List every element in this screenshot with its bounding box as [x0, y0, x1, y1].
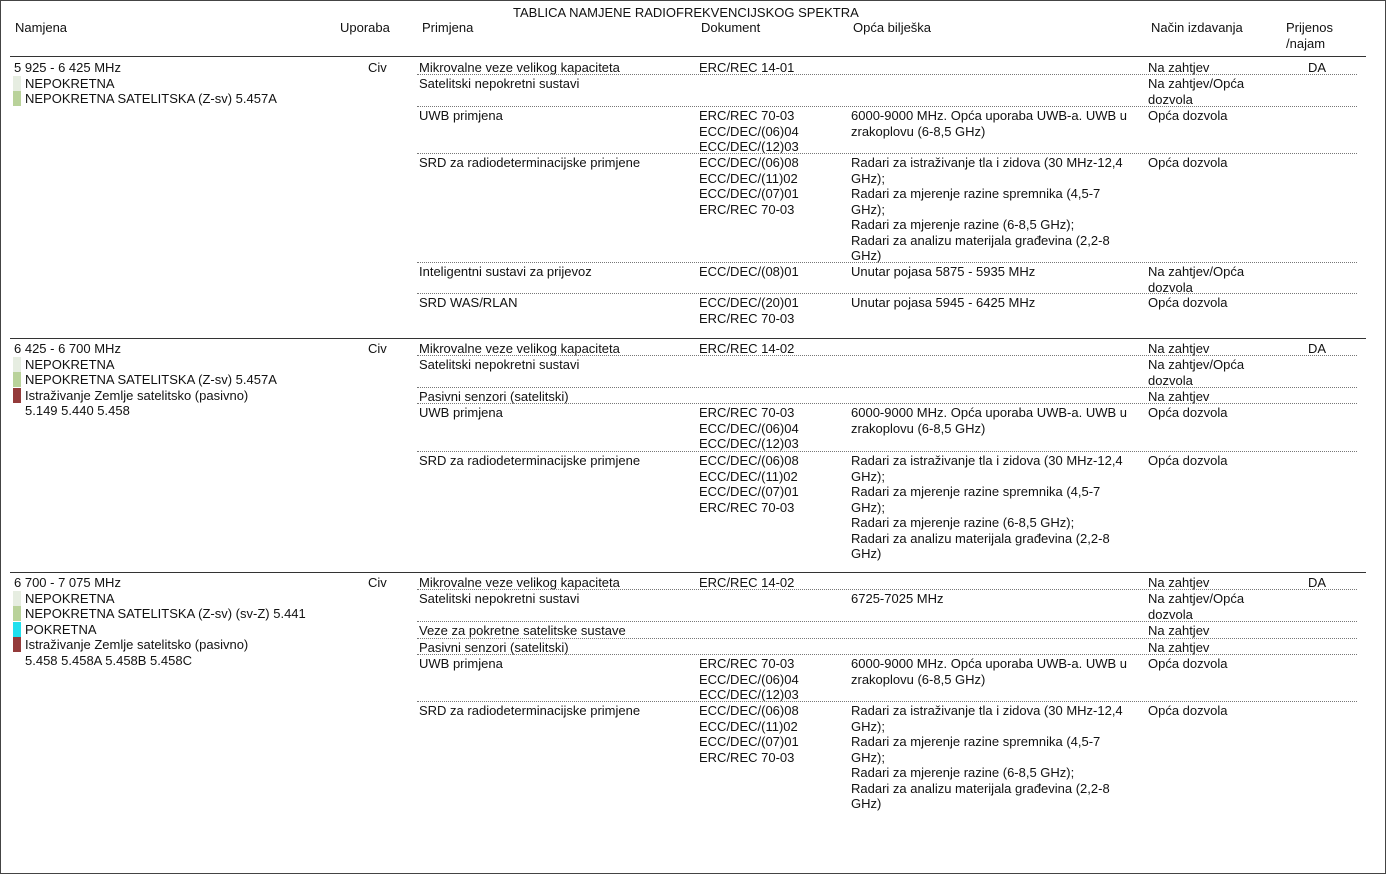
service-color-swatch	[13, 591, 21, 606]
row-biljeska: Unutar pojasa 5945 - 6425 MHz	[851, 295, 1036, 310]
row-divider	[417, 621, 1357, 622]
row-divider	[417, 451, 1357, 452]
header-dokument: Dokument	[701, 20, 761, 35]
header-primjena: Primjena	[422, 20, 474, 35]
row-divider	[417, 654, 1357, 655]
band-uporaba: Civ	[368, 575, 387, 590]
service-color-swatch	[13, 357, 21, 372]
row-nacin: Na zahtjev/Opća dozvola	[1148, 591, 1245, 622]
row-dokument: ERC/REC 14-01	[699, 60, 795, 75]
row-primjena: Satelitski nepokretni sustavi	[419, 591, 580, 606]
header-uporaba: Uporaba	[340, 20, 390, 35]
row-primjena: Satelitski nepokretni sustavi	[419, 76, 580, 91]
row-biljeska: 6000-9000 MHz. Opća uporaba UWB-a. UWB u zrakoplovu (6-8,5 GHz)	[851, 405, 1128, 436]
band-separator	[10, 56, 1366, 57]
row-dokument: ECC/DEC/(20)01 ERC/REC 70-03	[699, 295, 799, 326]
row-biljeska: Radari za istraživanje tla i zidova (30 MHz-12,4 GHz); Radari za mjerenje razine spremnika (4,5-7 GHz); Radari za mjerenje razine (6-8,5 GHz); Radari za analizu materijala građevina (2,2-8 GHz)	[851, 453, 1123, 561]
row-nacin: Na zahtjev/Opća dozvola	[1148, 76, 1245, 107]
row-biljeska: 6000-9000 MHz. Opća uporaba UWB-a. UWB u zrakoplovu (6-8,5 GHz)	[851, 656, 1128, 687]
service-color-swatch	[13, 372, 21, 387]
service-label: NEPOKRETNA	[25, 356, 115, 372]
row-nacin: Opća dozvola	[1148, 108, 1228, 123]
service-label: NEPOKRETNA SATELITSKA (Z-sv) 5.457A	[25, 91, 277, 106]
row-nacin: Opća dozvola	[1148, 405, 1228, 420]
row-primjena: UWB primjena	[419, 405, 503, 420]
band-uporaba: Civ	[368, 341, 387, 356]
service-label: NEPOKRETNA	[25, 75, 115, 91]
band-footnotes: 5.458 5.458A 5.458B 5.458C	[25, 652, 192, 668]
service-color-swatch	[13, 388, 21, 403]
band-uporaba: Civ	[368, 60, 387, 75]
service-label: POKRETNA	[25, 621, 97, 637]
row-primjena: Satelitski nepokretni sustavi	[419, 357, 580, 372]
row-primjena: Mikrovalne veze velikog kapaciteta	[419, 341, 620, 356]
header-namjena: Namjena	[15, 20, 68, 35]
service-label: NEPOKRETNA	[25, 590, 115, 606]
band-prijenos: DA	[1308, 60, 1327, 75]
row-nacin: Na zahtjev	[1148, 389, 1210, 404]
row-primjena: Mikrovalne veze velikog kapaciteta	[419, 60, 620, 75]
row-dokument: ECC/DEC/(06)08 ECC/DEC/(11)02 ECC/DEC/(07)01 ERC/REC 70-03	[699, 703, 799, 765]
row-primjena: SRD za radiodeterminacijske primjene	[419, 703, 641, 718]
row-nacin: Na zahtjev	[1148, 60, 1210, 75]
row-divider	[417, 74, 1357, 75]
row-primjena: SRD za radiodeterminacijske primjene	[419, 155, 641, 170]
row-nacin: Opća dozvola	[1148, 295, 1228, 310]
row-nacin: Na zahtjev/Opća dozvola	[1148, 264, 1245, 295]
row-primjena: UWB primjena	[419, 656, 503, 671]
row-divider	[417, 293, 1357, 294]
row-biljeska: Unutar pojasa 5875 - 5935 MHz	[851, 264, 1036, 279]
row-primjena: Veze za pokretne satelitske sustave	[419, 623, 626, 638]
service-color-swatch	[13, 622, 21, 637]
row-biljeska: 6000-9000 MHz. Opća uporaba UWB-a. UWB u zrakoplovu (6-8,5 GHz)	[851, 108, 1128, 139]
row-dokument: ERC/REC 14-02	[699, 341, 795, 356]
row-divider	[417, 589, 1357, 590]
row-nacin: Opća dozvola	[1148, 656, 1228, 671]
row-divider	[417, 355, 1357, 356]
row-primjena: SRD WAS/RLAN	[419, 295, 518, 310]
row-dokument: ERC/REC 70-03 ECC/DEC/(06)04 ECC/DEC/(12)03	[699, 108, 799, 154]
row-primjena: SRD za radiodeterminacijske primjene	[419, 453, 641, 468]
row-nacin: Na zahtjev	[1148, 640, 1210, 655]
row-primjena: Pasivni senzori (satelitski)	[419, 640, 569, 655]
band-prijenos: DA	[1308, 341, 1327, 356]
row-nacin: Na zahtjev	[1148, 623, 1210, 638]
service-color-swatch	[13, 606, 21, 621]
row-dokument: ECC/DEC/(06)08 ECC/DEC/(11)02 ECC/DEC/(07)01 ERC/REC 70-03	[699, 155, 799, 217]
row-primjena: UWB primjena	[419, 108, 503, 123]
row-divider	[417, 262, 1357, 263]
service-color-swatch	[13, 91, 21, 106]
header-prijenos: Prijenos /najam	[1286, 20, 1333, 51]
row-dokument: ERC/REC 70-03 ECC/DEC/(06)04 ECC/DEC/(12)03	[699, 656, 799, 702]
band-range: 6 425 - 6 700 MHz	[14, 341, 121, 356]
service-label: NEPOKRETNA SATELITSKA (Z-sv) (sv-Z) 5.441	[25, 606, 306, 621]
band-range: 5 925 - 6 425 MHz	[14, 60, 121, 75]
row-divider	[417, 403, 1357, 404]
row-nacin: Opća dozvola	[1148, 703, 1228, 718]
page-title: TABLICA NAMJENE RADIOFREKVENCIJSKOG SPEKTRA	[513, 5, 859, 20]
row-dokument: ERC/REC 14-02	[699, 575, 795, 590]
row-dokument: ERC/REC 70-03 ECC/DEC/(06)04 ECC/DEC/(12)03	[699, 405, 799, 451]
row-nacin: Opća dozvola	[1148, 453, 1228, 468]
band-footnotes: 5.149 5.440 5.458	[25, 403, 130, 418]
row-divider	[417, 701, 1357, 702]
band-prijenos: DA	[1308, 575, 1327, 590]
row-primjena: Inteligentni sustavi za prijevoz	[419, 264, 592, 279]
header-biljeska: Opća bilješka	[853, 20, 932, 35]
row-primjena: Mikrovalne veze velikog kapaciteta	[419, 575, 620, 590]
row-divider	[417, 638, 1357, 639]
band-separator	[10, 572, 1366, 573]
row-dokument: ECC/DEC/(08)01	[699, 264, 799, 279]
row-primjena: Pasivni senzori (satelitski)	[419, 389, 569, 404]
row-divider	[417, 106, 1357, 107]
band-range: 6 700 - 7 075 MHz	[14, 575, 121, 590]
row-nacin: Opća dozvola	[1148, 155, 1228, 170]
row-nacin: Na zahtjev	[1148, 341, 1210, 356]
row-nacin: Na zahtjev/Opća dozvola	[1148, 357, 1245, 388]
band-separator	[10, 338, 1366, 339]
service-color-swatch	[13, 76, 21, 91]
service-label: NEPOKRETNA SATELITSKA (Z-sv) 5.457A	[25, 372, 277, 387]
service-label: Istraživanje Zemlje satelitsko (pasivno)	[25, 637, 249, 652]
row-biljeska: 6725-7025 MHz	[851, 591, 944, 606]
row-divider	[417, 153, 1357, 154]
header-nacin: Način izdavanja	[1151, 20, 1243, 35]
row-biljeska: Radari za istraživanje tla i zidova (30 MHz-12,4 GHz); Radari za mjerenje razine spremnika (4,5-7 GHz); Radari za mjerenje razine (6-8,5 GHz); Radari za analizu materijala građevina (2,2-8 GHz)	[851, 703, 1123, 811]
row-dokument: ECC/DEC/(06)08 ECC/DEC/(11)02 ECC/DEC/(07)01 ERC/REC 70-03	[699, 453, 799, 515]
row-nacin: Na zahtjev	[1148, 575, 1210, 590]
row-divider	[417, 387, 1357, 388]
service-color-swatch	[13, 637, 21, 652]
service-label: Istraživanje Zemlje satelitsko (pasivno)	[25, 387, 249, 403]
row-biljeska: Radari za istraživanje tla i zidova (30 MHz-12,4 GHz); Radari za mjerenje razine spremnika (4,5-7 GHz); Radari za mjerenje razine (6-8,5 GHz); Radari za analizu materijala građevina (2,2-8 GHz)	[851, 155, 1123, 263]
